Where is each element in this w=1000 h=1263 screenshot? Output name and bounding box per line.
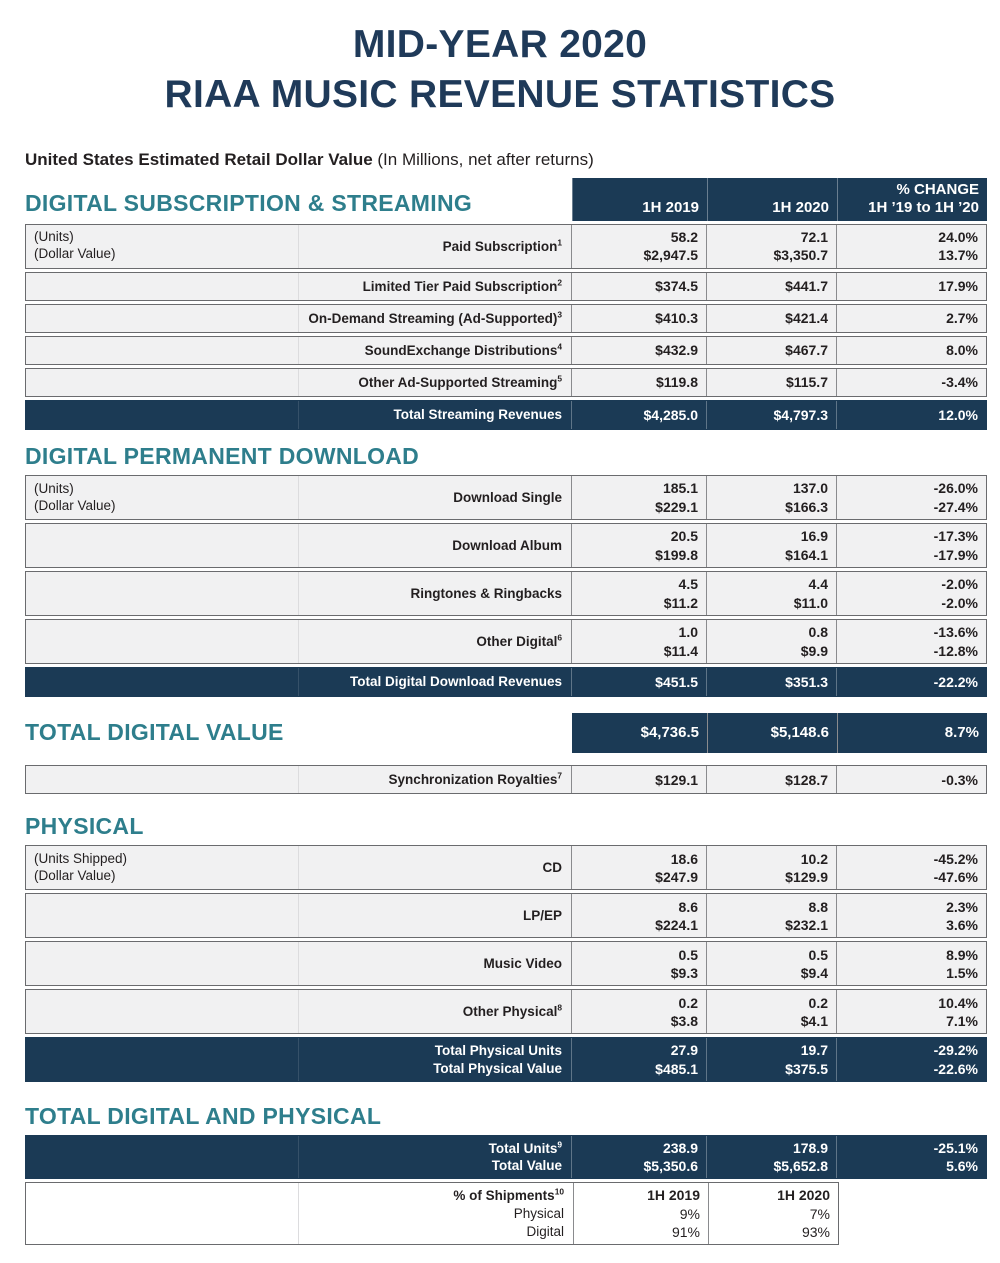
value-change: 8.0% bbox=[836, 337, 986, 364]
table-row-other-physical bbox=[25, 989, 987, 1034]
table-row-limited-tier bbox=[25, 272, 987, 301]
row-label: On-Demand Streaming (Ad-Supported)$^3$ bbox=[308, 309, 562, 326]
table-row-soundexchange bbox=[25, 336, 987, 365]
total-label: Total Streaming Revenues bbox=[393, 407, 562, 423]
table-row-download-album bbox=[25, 523, 987, 568]
row-label: Ringtones & Ringbacks bbox=[410, 585, 562, 601]
value-1h2019: 18.6 $247.9 bbox=[571, 846, 706, 889]
section-title-physical: PHYSICAL bbox=[25, 813, 144, 840]
table-row-on-demand bbox=[25, 304, 987, 333]
total-label: Total Physical Units Total Physical Value bbox=[433, 1043, 562, 1076]
table-row-cd bbox=[25, 845, 987, 890]
column-header-1h2020: 1H 2020 bbox=[707, 178, 837, 221]
total-label: Total Digital Download Revenues bbox=[349, 674, 562, 690]
row-note: (Units) (Dollar Value) bbox=[26, 225, 299, 268]
value-1h2019: $410.3 bbox=[571, 305, 706, 332]
table-row-music-video bbox=[25, 941, 987, 986]
total-change: 12.0% bbox=[836, 401, 986, 429]
value-1h2020: 10.2 $129.9 bbox=[706, 846, 836, 889]
section-title-total-digital: TOTAL DIGITAL VALUE bbox=[25, 719, 284, 746]
value-1h2020: 72.1 $3,350.7 bbox=[706, 225, 836, 268]
value-change: -13.6% -12.8% bbox=[836, 620, 986, 663]
value-1h2020: 0.5 $9.4 bbox=[706, 942, 836, 985]
row-label: Download Album bbox=[452, 537, 562, 553]
value-1h2020: 0.2 $4.1 bbox=[706, 990, 836, 1033]
table-row-shipments-share bbox=[25, 1182, 839, 1245]
total-1h2020: 19.7 $375.5 bbox=[706, 1038, 836, 1080]
total-1h2019: 27.9 $485.1 bbox=[571, 1038, 706, 1080]
value-1h2019: $374.5 bbox=[571, 273, 706, 300]
value-1h2020: $128.7 bbox=[706, 766, 836, 793]
value-change: -2.0% -2.0% bbox=[836, 572, 986, 615]
row-label: Synchronization Royalties$^7$ bbox=[388, 770, 562, 787]
section-title-download: DIGITAL PERMANENT DOWNLOAD bbox=[25, 442, 420, 469]
total-1h2020: $4,797.3 bbox=[706, 401, 836, 429]
total-1h2020: $351.3 bbox=[706, 668, 836, 696]
value-1h2020: 137.0 $166.3 bbox=[706, 476, 836, 519]
value-1h2020: $441.7 bbox=[706, 273, 836, 300]
subtitle-normal: (In Millions, net after returns) bbox=[372, 149, 594, 169]
section-title-streaming: DIGITAL SUBSCRIPTION & STREAMING bbox=[25, 189, 473, 216]
subtitle bbox=[25, 150, 1000, 170]
value-1h2020: 1H 2020 7% 93% bbox=[708, 1183, 838, 1244]
value-1h2019: 1.0 $11.4 bbox=[571, 620, 706, 663]
statistics-table bbox=[25, 178, 987, 1245]
table-row-ringtones bbox=[25, 571, 987, 616]
value-change: 2.3% 3.6% bbox=[836, 894, 986, 937]
total-digital-value-band bbox=[25, 713, 987, 753]
table-row-download-single bbox=[25, 475, 987, 520]
value-change: -26.0% -27.4% bbox=[836, 476, 986, 519]
value-change: 24.0% 13.7% bbox=[836, 225, 986, 268]
value-1h2020: $115.7 bbox=[706, 369, 836, 396]
total-1h2020: 178.9 $5,652.8 bbox=[706, 1136, 836, 1178]
total-row-grand bbox=[25, 1135, 987, 1179]
section-header-streaming bbox=[25, 178, 987, 221]
value-1h2019: $129.1 bbox=[571, 766, 706, 793]
row-label: Other Physical$^8$ bbox=[462, 1002, 562, 1020]
total-1h2020: $5,148.6 bbox=[707, 713, 837, 753]
page-title-line2: RIAA MUSIC REVENUE STATISTICS bbox=[164, 72, 836, 116]
total-row-streaming bbox=[25, 400, 987, 430]
table-row-paid-subscription bbox=[25, 224, 987, 269]
total-row-download bbox=[25, 667, 987, 697]
row-label: Other Digital$^6$ bbox=[476, 632, 562, 649]
table-row-sync-royalties bbox=[25, 765, 987, 794]
subtitle-bold: United States Estimated Retail Dollar Value bbox=[25, 149, 373, 169]
total-row-physical bbox=[25, 1037, 987, 1081]
page-title bbox=[0, 20, 1000, 120]
value-1h2019: 0.2 $3.8 bbox=[571, 990, 706, 1033]
row-label: CD bbox=[542, 860, 562, 876]
row-label: LP/EP bbox=[522, 908, 562, 924]
value-1h2019: 58.2 $2,947.5 bbox=[571, 225, 706, 268]
value-1h2019: 0.5 $9.3 bbox=[571, 942, 706, 985]
value-change: -45.2% -47.6% bbox=[836, 846, 986, 889]
total-change: -22.2% bbox=[836, 668, 986, 696]
value-1h2020: 0.8 $9.9 bbox=[706, 620, 836, 663]
column-header-change: % CHANGE 1H ’19 to 1H ’20 bbox=[837, 178, 987, 221]
value-change: -17.3% -17.9% bbox=[836, 524, 986, 567]
total-digital-value-row bbox=[572, 713, 987, 753]
total-change: 8.7% bbox=[837, 713, 987, 753]
page-title-line1: MID-YEAR 2020 bbox=[352, 23, 648, 66]
table-row-lp-ep bbox=[25, 893, 987, 938]
column-header-1h2019: 1H 2019 bbox=[572, 178, 707, 221]
total-1h2019: $4,736.5 bbox=[640, 724, 699, 742]
total-change: -29.2% -22.6% bbox=[836, 1038, 986, 1080]
section-title-grand-total: TOTAL DIGITAL AND PHYSICAL bbox=[25, 1102, 382, 1129]
row-label: Limited Tier Paid Subscription$^2$ bbox=[362, 277, 562, 294]
value-change: 8.9% 1.5% bbox=[836, 942, 986, 985]
value-change: -0.3% bbox=[836, 766, 986, 793]
value-change: 2.7% bbox=[836, 305, 986, 332]
total-change: -25.1% 5.6% bbox=[836, 1136, 986, 1178]
value-1h2020: $421.4 bbox=[706, 305, 836, 332]
value-1h2020: 8.8 $232.1 bbox=[706, 894, 836, 937]
value-1h2020: 4.4 $11.0 bbox=[706, 572, 836, 615]
value-1h2020: 16.9 $164.1 bbox=[706, 524, 836, 567]
total-1h2019: $451.5 bbox=[571, 668, 706, 696]
row-note: (Units) (Dollar Value) bbox=[26, 476, 299, 519]
value-1h2019: $432.9 bbox=[571, 337, 706, 364]
total-label: Total Units$^9$ Total Value bbox=[488, 1139, 562, 1174]
table-row-other-ad-supported bbox=[25, 368, 987, 397]
value-1h2019: 4.5 $11.2 bbox=[571, 572, 706, 615]
row-label: SoundExchange Distributions$^4$ bbox=[364, 341, 562, 358]
value-1h2020: $467.7 bbox=[706, 337, 836, 364]
value-change: -3.4% bbox=[836, 369, 986, 396]
value-1h2019: 185.1 $229.1 bbox=[571, 476, 706, 519]
row-label: Paid Subscription$^1$ bbox=[442, 237, 562, 254]
total-1h2019: $4,285.0 bbox=[571, 401, 706, 429]
row-note: (Units Shipped) (Dollar Value) bbox=[26, 846, 299, 889]
value-change: 17.9% bbox=[836, 273, 986, 300]
value-1h2019: $119.8 bbox=[571, 369, 706, 396]
row-label: Other Ad-Supported Streaming$^5$ bbox=[358, 373, 562, 390]
row-label: Music Video bbox=[483, 956, 562, 972]
value-1h2019: 20.5 $199.8 bbox=[571, 524, 706, 567]
row-label: Download Single bbox=[453, 489, 562, 505]
row-label: % of Shipments$^{10}$ Physical Digital bbox=[453, 1186, 564, 1239]
table-row-other-digital bbox=[25, 619, 987, 664]
value-1h2019: 1H 2019 9% 91% bbox=[573, 1183, 708, 1244]
value-1h2019: 8.6 $224.1 bbox=[571, 894, 706, 937]
total-1h2019: 238.9 $5,350.6 bbox=[571, 1136, 706, 1178]
value-change: 10.4% 7.1% bbox=[836, 990, 986, 1033]
